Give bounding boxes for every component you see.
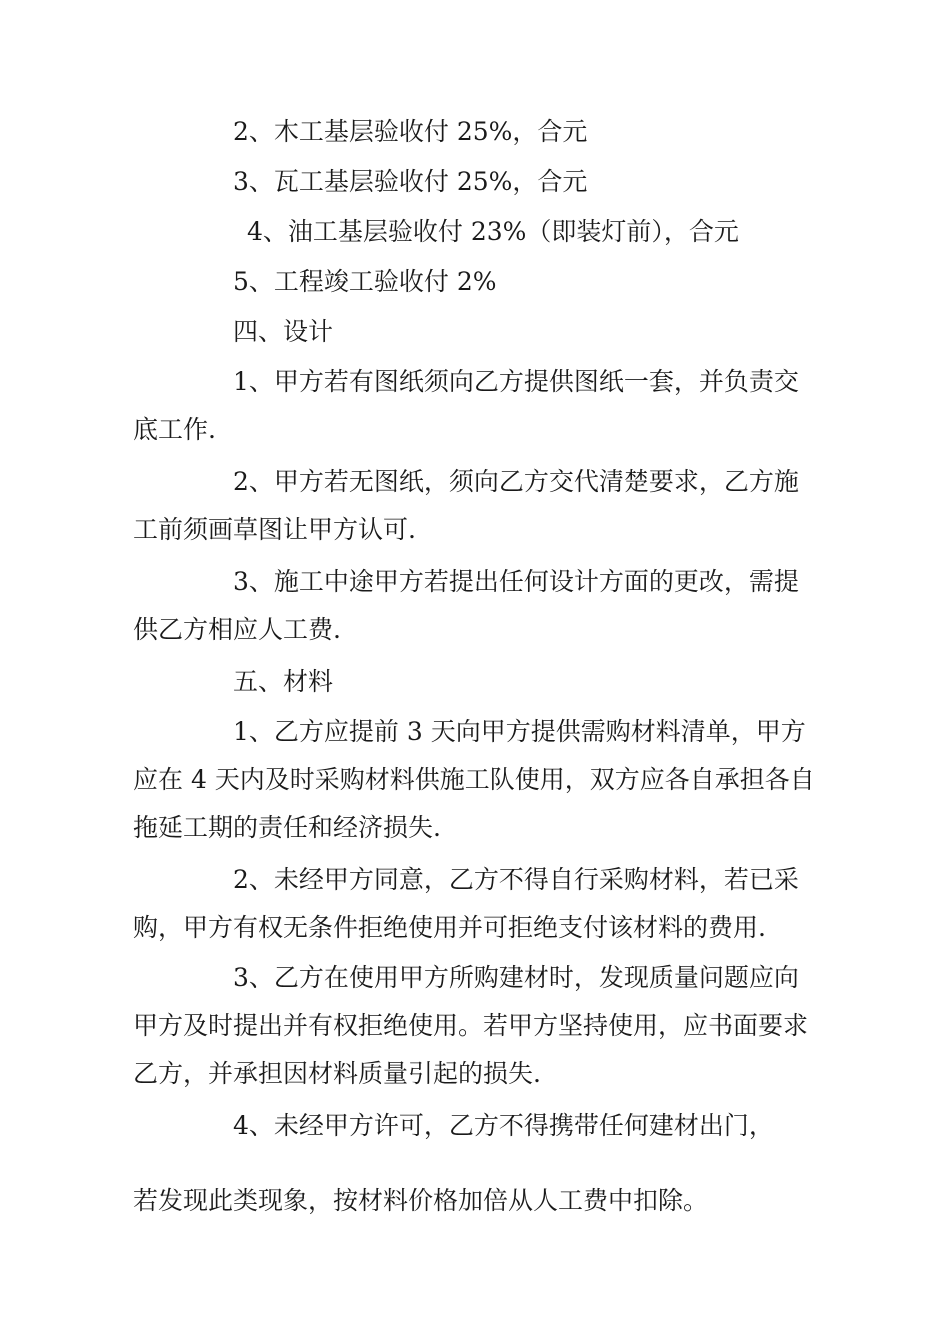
design-item-3: 3、施工中途甲方若提出任何设计方面的更改，需提供乙方相应人工费. bbox=[133, 567, 799, 644]
payment-item-3: 3、瓦工基层验收付 25%，合元 bbox=[233, 167, 588, 196]
design-item-2: 2、甲方若无图纸，须向乙方交代清楚要求，乙方施工前须画草图让甲方认可. bbox=[133, 467, 799, 544]
materials-item-2: 2、未经甲方同意，乙方不得自行采购材料，若已采购，甲方有权无条件拒绝使用并可拒绝支付该材料的费用. bbox=[133, 865, 799, 942]
materials-item-4: 4、未经甲方许可，乙方不得携带任何建材出门， bbox=[233, 1111, 774, 1140]
materials-item-1: 1、乙方应提前 3 天向甲方提供需购材料清单，甲方应在 4 天内及时采购材料供施工队使用，双方应各自承担各自拖延工期的责任和经济损失. bbox=[133, 717, 815, 842]
payment-item-5: 5、工程竣工验收付 2% bbox=[233, 267, 497, 296]
payment-item-2: 2、木工基层验收付 25%，合元 bbox=[233, 117, 588, 146]
design-item-1: 1、甲方若有图纸须向乙方提供图纸一套，并负责交底工作. bbox=[133, 367, 799, 444]
materials-item-3: 3、乙方在使用甲方所购建材时，发现质量问题应向甲方及时提出并有权拒绝使用。若甲方坚持使用，应书面要求乙方，并承担因材料质量引起的损失. bbox=[133, 963, 809, 1088]
payment-item-4: 4、油工基层验收付 23%（即装灯前），合元 bbox=[247, 217, 739, 246]
section-heading-materials: 五、材料 bbox=[233, 667, 334, 696]
section-heading-design: 四、设计 bbox=[233, 317, 334, 346]
materials-item-4-continuation: 若发现此类现象，按材料价格加倍从人工费中扣除。 bbox=[133, 1186, 709, 1215]
